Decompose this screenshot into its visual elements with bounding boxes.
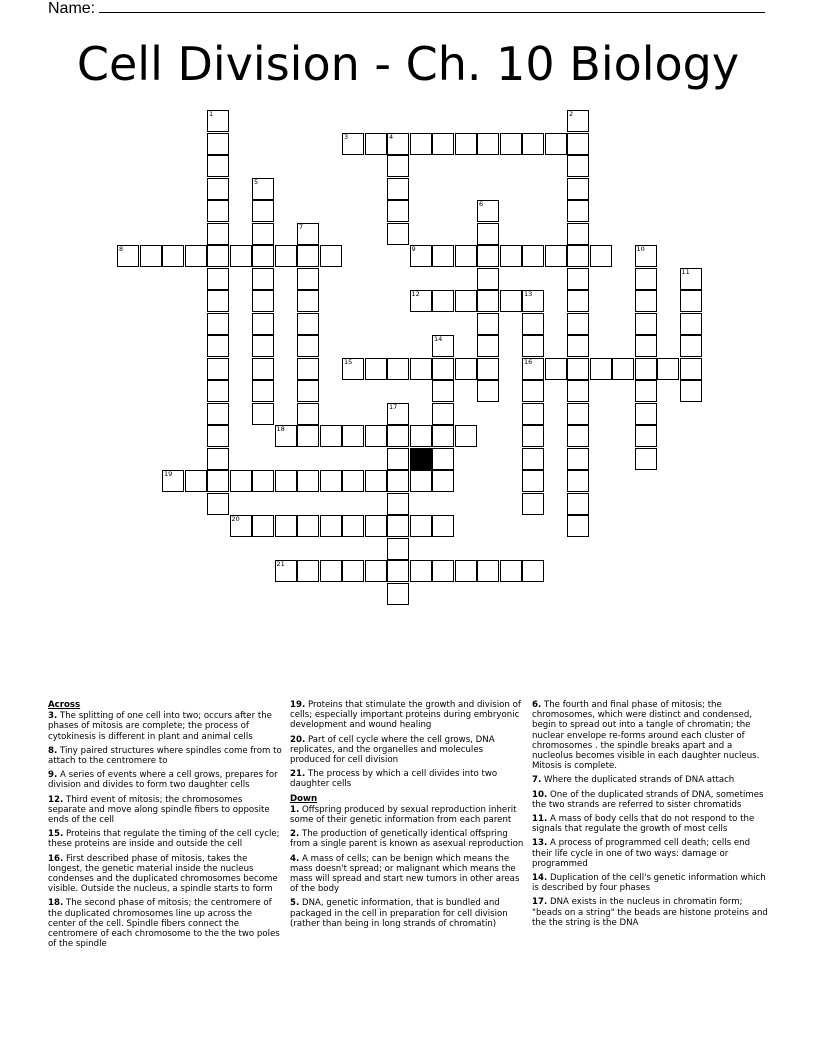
grid-cell[interactable]	[455, 560, 477, 582]
clue-number-label: 21.	[290, 769, 306, 780]
grid-cell[interactable]	[342, 358, 364, 380]
down-clue	[532, 838, 768, 869]
grid-cell[interactable]	[387, 155, 409, 177]
clue-text: DNA exists in the nucleus in chromatin form; "beads on a string" the beads are histone proteins and the the string is the DNA	[532, 897, 768, 928]
grid-cell[interactable]	[567, 380, 589, 402]
grid-cell[interactable]	[185, 470, 207, 492]
down-clue	[290, 829, 524, 849]
clue-text: Offspring produced by sexual reproduction inherit some of their genetic information from each parent	[290, 804, 517, 826]
grid-cell[interactable]	[252, 245, 274, 267]
grid-cell[interactable]	[567, 403, 589, 425]
grid-cell[interactable]	[207, 223, 229, 245]
grid-cell[interactable]	[522, 290, 544, 312]
clue-number-label: 20.	[290, 734, 306, 745]
grid-cell[interactable]	[477, 313, 499, 335]
name-label: Name:	[48, 0, 96, 17]
grid-cell[interactable]	[477, 290, 499, 312]
down-clue	[290, 854, 524, 895]
grid-cell[interactable]	[455, 290, 477, 312]
grid-cell[interactable]	[545, 245, 567, 267]
clue-text: Duplication of the cell's genetic information which is described by four phases	[532, 873, 766, 894]
grid-cell[interactable]	[635, 448, 657, 470]
grid-cell[interactable]	[387, 493, 409, 515]
down-clue-list	[290, 805, 524, 929]
clue-number-label: 12.	[48, 794, 64, 805]
clue-number-label: 8.	[48, 745, 58, 756]
grid-cell[interactable]	[455, 133, 477, 155]
clue-number: 9	[411, 245, 416, 253]
grid-cell[interactable]	[252, 200, 274, 222]
across-clue	[48, 829, 282, 849]
grid-cell[interactable]	[500, 560, 522, 582]
grid-cell[interactable]	[297, 560, 319, 582]
grid-cell[interactable]	[432, 335, 454, 357]
grid-cell[interactable]	[387, 425, 409, 447]
clue-text: The production of genetically identical offspring from a single parent is known as asexual reproduction	[290, 829, 524, 850]
grid-cell[interactable]	[207, 155, 229, 177]
across-clue	[48, 770, 282, 790]
clue-number: 2	[569, 110, 574, 118]
grid-cell[interactable]	[522, 380, 544, 402]
grid-cell[interactable]	[680, 358, 702, 380]
grid-cell[interactable]	[342, 470, 364, 492]
clue-number-label: 2.	[290, 829, 300, 840]
grid-cell[interactable]	[477, 200, 499, 222]
grid-cell[interactable]	[432, 358, 454, 380]
grid-cell[interactable]	[410, 358, 432, 380]
grid-cell[interactable]	[432, 560, 454, 582]
grid-cell[interactable]	[522, 133, 544, 155]
grid-cell[interactable]	[207, 403, 229, 425]
grid-cell[interactable]	[567, 335, 589, 357]
grid-cell[interactable]	[207, 493, 229, 515]
clue-number: 4	[389, 132, 394, 141]
grid-cell[interactable]	[522, 470, 544, 492]
grid-cell[interactable]	[297, 268, 319, 290]
grid-cell[interactable]	[477, 358, 499, 380]
grid-cell[interactable]	[612, 358, 634, 380]
grid-cell[interactable]	[410, 560, 432, 582]
grid-cell[interactable]	[342, 560, 364, 582]
across-heading: Across	[48, 700, 81, 710]
grid-cell[interactable]	[635, 290, 657, 312]
clue-text: Tiny paired structures where spindles come from to attach to the centromere to	[48, 745, 282, 767]
grid-cell[interactable]	[432, 290, 454, 312]
grid-cell[interactable]	[545, 133, 567, 155]
grid-cell[interactable]	[252, 380, 274, 402]
clue-text: Where the duplicated strands of DNA attach	[543, 775, 735, 786]
grid-cell[interactable]	[545, 358, 567, 380]
grid-cell[interactable]	[297, 313, 319, 335]
clue-number-label: 14.	[532, 873, 548, 884]
grid-cell[interactable]	[387, 223, 409, 245]
grid-cell[interactable]	[207, 425, 229, 447]
grid-cell[interactable]	[230, 245, 252, 267]
grid-cell[interactable]	[162, 470, 184, 492]
clue-text: The fourth and final phase of mitosis; the chromosomes, which were distinct and condensed, begin to spread out into a tangle of chromatin; the nuclear envelope re-forms around each cluster of chromosomes . the spindle breaks apart and a nucleolus becomes visible in each daughter nucleus. Mitosis is complete.	[532, 700, 760, 772]
clues-column-1	[48, 700, 282, 953]
grid-cell[interactable]	[207, 313, 229, 335]
grid-cell[interactable]	[342, 133, 364, 155]
grid-cell[interactable]	[297, 470, 319, 492]
grid-cell[interactable]	[567, 223, 589, 245]
grid-cell[interactable]	[252, 223, 274, 245]
grid-cell[interactable]	[522, 358, 544, 380]
grid-cell[interactable]	[297, 223, 319, 245]
clue-text: Third event of mitosis; the chromosomes separate and move along spindle fibers to opposite ends of the cell	[48, 794, 270, 826]
clue-number-label: 6.	[532, 700, 542, 710]
grid-cell[interactable]	[252, 358, 274, 380]
clue-text: First described phase of mitosis, takes the longest, the genetic material inside the nucleus condenses and the duplicated chromosomes become visible. Outside the nucleus, a spindle starts to form	[48, 853, 278, 895]
grid-cell[interactable]	[410, 515, 432, 537]
grid-cell[interactable]	[522, 448, 544, 470]
grid-cell[interactable]	[320, 425, 342, 447]
grid-cell[interactable]	[320, 470, 342, 492]
grid-cell[interactable]	[500, 133, 522, 155]
grid-cell[interactable]	[567, 313, 589, 335]
down-clue	[532, 700, 768, 771]
grid-cell[interactable]	[432, 245, 454, 267]
grid-cell[interactable]	[522, 560, 544, 582]
grid-cell[interactable]	[207, 268, 229, 290]
grid-cell[interactable]	[567, 470, 589, 492]
across-clue	[48, 854, 282, 895]
grid-cell[interactable]	[365, 515, 387, 537]
clue-text: A process of programmed cell death; cells end their life cycle in one of two ways: damage or programmed	[532, 838, 751, 869]
grid-cell[interactable]	[185, 245, 207, 267]
grid-cell[interactable]	[432, 515, 454, 537]
grid-cell[interactable]	[207, 110, 229, 132]
grid-cell[interactable]	[635, 245, 657, 267]
grid-cell[interactable]	[680, 380, 702, 402]
clue-text: The second phase of mitosis; the centromere of the duplicated chromosomes line up across the center of the cell. Spindle fibers connect the centromere of each chromosome to the the two poles of the spindle	[48, 898, 280, 950]
grid-cell[interactable]	[387, 538, 409, 560]
grid-cell[interactable]	[162, 245, 184, 267]
grid-cell[interactable]	[567, 200, 589, 222]
down-clue	[290, 805, 524, 825]
grid-cell[interactable]	[680, 313, 702, 335]
grid-cell[interactable]	[455, 358, 477, 380]
grid-cell[interactable]	[477, 268, 499, 290]
clue-number: 18	[276, 425, 285, 433]
grid-cell[interactable]	[635, 358, 657, 380]
grid-cell[interactable]	[522, 403, 544, 425]
grid-cell[interactable]	[410, 470, 432, 492]
grid-cell[interactable]	[500, 245, 522, 267]
down-clue	[532, 873, 768, 893]
grid-cell[interactable]	[275, 515, 297, 537]
clue-number: 6	[479, 200, 484, 208]
clue-number: 20	[231, 515, 240, 523]
grid-cell[interactable]	[455, 245, 477, 267]
grid-cell[interactable]	[477, 380, 499, 402]
grid-cell[interactable]	[297, 380, 319, 402]
grid-cell[interactable]	[275, 560, 297, 582]
grid-cell[interactable]	[230, 515, 252, 537]
down-clue	[532, 775, 768, 785]
clue-text: The process by which a cell divides into two daughter cells	[290, 769, 498, 790]
clue-number-label: 19.	[290, 700, 306, 710]
grid-cell[interactable]	[567, 358, 589, 380]
across-clue-list-continued	[290, 700, 524, 790]
grid-cell[interactable]	[252, 313, 274, 335]
grid-cell[interactable]	[567, 133, 589, 155]
across-clue	[48, 746, 282, 766]
clue-number: 5	[254, 177, 259, 186]
clue-number-label: 7.	[532, 775, 542, 786]
grid-cell[interactable]	[432, 470, 454, 492]
grid-cell[interactable]	[207, 358, 229, 380]
down-clue	[532, 790, 768, 810]
clue-number: 7	[299, 222, 304, 231]
grid-cell[interactable]	[635, 313, 657, 335]
across-clue	[48, 711, 282, 742]
grid-cell[interactable]	[635, 268, 657, 290]
grid-cell[interactable]	[387, 403, 409, 425]
grid-cell[interactable]	[342, 515, 364, 537]
grid-cell[interactable]	[635, 380, 657, 402]
clue-number-label: 4.	[290, 853, 300, 864]
grid-cell[interactable]	[275, 425, 297, 447]
grid-cell[interactable]	[252, 470, 274, 492]
grid-cell[interactable]	[432, 448, 454, 470]
page-title: Cell Division - Ch. 10 Biology	[76, 37, 740, 91]
grid-cell[interactable]	[500, 290, 522, 312]
grid-cell[interactable]	[117, 245, 139, 267]
across-clue	[290, 700, 524, 731]
down-heading: Down	[290, 793, 318, 804]
grid-cell[interactable]	[522, 425, 544, 447]
grid-cell[interactable]	[297, 515, 319, 537]
grid-cell[interactable]	[297, 403, 319, 425]
grid-cell[interactable]	[567, 178, 589, 200]
grid-cell[interactable]	[275, 470, 297, 492]
grid-cell[interactable]	[522, 313, 544, 335]
grid-cell[interactable]	[342, 425, 364, 447]
grid-cell[interactable]	[680, 335, 702, 357]
clue-number: 17	[389, 402, 398, 411]
grid-cell[interactable]	[320, 245, 342, 267]
grid-cell[interactable]	[387, 560, 409, 582]
grid-cell[interactable]	[140, 245, 162, 267]
clue-number-label: 15.	[48, 829, 64, 840]
grid-cell[interactable]	[387, 358, 409, 380]
across-clue	[48, 898, 282, 949]
grid-cell[interactable]	[635, 335, 657, 357]
clue-number-label: 3.	[48, 711, 58, 722]
clue-text: A mass of cells; can be benign which means the mass doesn't spread; or malignant which means the mass will spread and start new tumors in other areas of the body	[290, 853, 520, 895]
grid-cell[interactable]	[252, 515, 274, 537]
grid-cell[interactable]	[297, 425, 319, 447]
clue-number: 3	[344, 132, 349, 141]
clue-text: Proteins that regulate the timing of the cell cycle; these proteins are inside and outside the cell	[48, 829, 280, 850]
down-clue	[532, 897, 768, 928]
grid-cell[interactable]	[410, 133, 432, 155]
grid-cell[interactable]	[567, 515, 589, 537]
grid-cell[interactable]	[207, 245, 229, 267]
grid-cell[interactable]	[567, 245, 589, 267]
grid-cell[interactable]	[387, 133, 409, 155]
clue-number: 19	[164, 470, 173, 478]
down-clue-list-continued	[532, 700, 768, 928]
grid-cell[interactable]	[680, 268, 702, 290]
grid-cell[interactable]	[275, 245, 297, 267]
clue-number: 21	[276, 560, 285, 568]
clue-number-label: 13.	[532, 838, 548, 849]
grid-cell[interactable]	[365, 358, 387, 380]
clue-text: Proteins that stimulate the growth and division of cells; especially important proteins during embryonic development and wound healing	[290, 700, 521, 731]
grid-cell[interactable]	[432, 403, 454, 425]
grid-cell[interactable]	[252, 290, 274, 312]
grid-cell[interactable]	[657, 358, 679, 380]
grid-cell[interactable]	[207, 470, 229, 492]
grid-cell[interactable]	[387, 583, 409, 605]
grid-cell[interactable]	[252, 403, 274, 425]
clue-text: A series of events where a cell grows, prepares for division and divides to form two daughter cells	[48, 770, 278, 791]
clue-text: Part of cell cycle where the cell grows, DNA replicates, and the organelles and molecules produced for cell division	[290, 734, 495, 766]
grid-cell[interactable]	[410, 425, 432, 447]
across-clue	[290, 769, 524, 789]
grid-cell[interactable]	[455, 425, 477, 447]
grid-cell[interactable]	[207, 335, 229, 357]
grid-cell[interactable]	[477, 560, 499, 582]
clue-number-label: 5.	[290, 898, 300, 909]
clue-number-label: 1.	[290, 804, 300, 815]
grid-cell[interactable]	[297, 335, 319, 357]
grid-cell[interactable]	[252, 178, 274, 200]
grid-cell[interactable]	[477, 335, 499, 357]
grid-cell[interactable]	[207, 290, 229, 312]
grid-cell[interactable]	[320, 515, 342, 537]
clues-column-3	[532, 700, 768, 932]
grid-cell[interactable]	[635, 403, 657, 425]
grid-cell[interactable]	[522, 335, 544, 357]
grid-cell[interactable]	[567, 493, 589, 515]
grid-cell[interactable]	[410, 245, 432, 267]
clue-number-label: 17.	[532, 897, 548, 908]
clue-number: 13	[524, 290, 533, 298]
clue-text: One of the duplicated strands of DNA, sometimes the two strands are referred to sister chromatids	[532, 789, 764, 810]
grid-cell[interactable]	[477, 133, 499, 155]
grid-cell[interactable]	[522, 245, 544, 267]
grid-cell[interactable]	[252, 335, 274, 357]
grid-cell[interactable]	[432, 425, 454, 447]
across-clue	[290, 735, 524, 766]
clue-text: DNA, genetic information, that is bundled and packaged in the cell in preparation for cell division (rather than being in long strands of chromatin)	[290, 898, 508, 929]
grid-cell[interactable]	[432, 380, 454, 402]
clue-number: 10	[636, 245, 645, 253]
clue-number: 16	[524, 357, 533, 366]
clue-text: A mass of body cells that do not respond to the signals that regulate the growth of most cells	[532, 814, 755, 835]
grid-cell[interactable]	[387, 200, 409, 222]
grid-cell[interactable]	[365, 560, 387, 582]
grid-cell[interactable]	[297, 290, 319, 312]
grid-cell[interactable]	[567, 110, 589, 132]
grid-cell[interactable]	[567, 448, 589, 470]
grid-cell[interactable]	[252, 268, 274, 290]
clue-number: 15	[344, 357, 353, 366]
grid-cell[interactable]	[590, 358, 612, 380]
grid-cell[interactable]	[297, 358, 319, 380]
clue-number: 1	[209, 110, 214, 118]
across-clue-list	[48, 711, 282, 949]
across-clue	[48, 795, 282, 826]
grid-cell[interactable]	[387, 515, 409, 537]
clue-text: The splitting of one cell into two; occurs after the phases of mitosis are complete; the process of cytokinesis is different in plant and animal cells	[48, 711, 272, 742]
clue-number-label: 9.	[48, 770, 58, 781]
grid-cell[interactable]	[297, 245, 319, 267]
grid-cell[interactable]	[365, 133, 387, 155]
grid-cell[interactable]	[365, 470, 387, 492]
grid-cell[interactable]	[567, 425, 589, 447]
grid-cell[interactable]	[477, 223, 499, 245]
down-clue	[532, 814, 768, 834]
grid-cell[interactable]	[567, 290, 589, 312]
grid-cell[interactable]	[432, 133, 454, 155]
grid-cell[interactable]	[522, 493, 544, 515]
grid-cell[interactable]	[410, 290, 432, 312]
grid-cell[interactable]	[387, 448, 409, 470]
grid-cell[interactable]	[387, 178, 409, 200]
clue-number: 12	[411, 290, 420, 298]
grid-cell[interactable]	[567, 268, 589, 290]
clue-number-label: 11.	[532, 814, 548, 825]
grid-cell[interactable]	[207, 178, 229, 200]
clue-number: 11	[681, 267, 690, 276]
clue-number-label: 16.	[48, 853, 64, 864]
grid-cell[interactable]	[590, 245, 612, 267]
clue-number-label: 10.	[532, 789, 548, 800]
grid-block	[410, 448, 432, 470]
grid-cell[interactable]	[320, 560, 342, 582]
clue-number: 8	[119, 245, 124, 253]
grid-cell[interactable]	[207, 380, 229, 402]
grid-cell[interactable]	[207, 133, 229, 155]
grid-cell[interactable]	[680, 290, 702, 312]
grid-cell[interactable]	[365, 425, 387, 447]
grid-cell[interactable]	[567, 155, 589, 177]
down-clue	[290, 898, 524, 929]
clue-number: 14	[434, 335, 443, 343]
clues-column-2	[290, 700, 524, 933]
clue-number-label: 18.	[48, 898, 64, 909]
grid-cell[interactable]	[477, 245, 499, 267]
grid-cell[interactable]	[387, 470, 409, 492]
grid-cell[interactable]	[207, 448, 229, 470]
grid-cell[interactable]	[635, 425, 657, 447]
grid-cell[interactable]	[230, 470, 252, 492]
grid-cell[interactable]	[207, 200, 229, 222]
